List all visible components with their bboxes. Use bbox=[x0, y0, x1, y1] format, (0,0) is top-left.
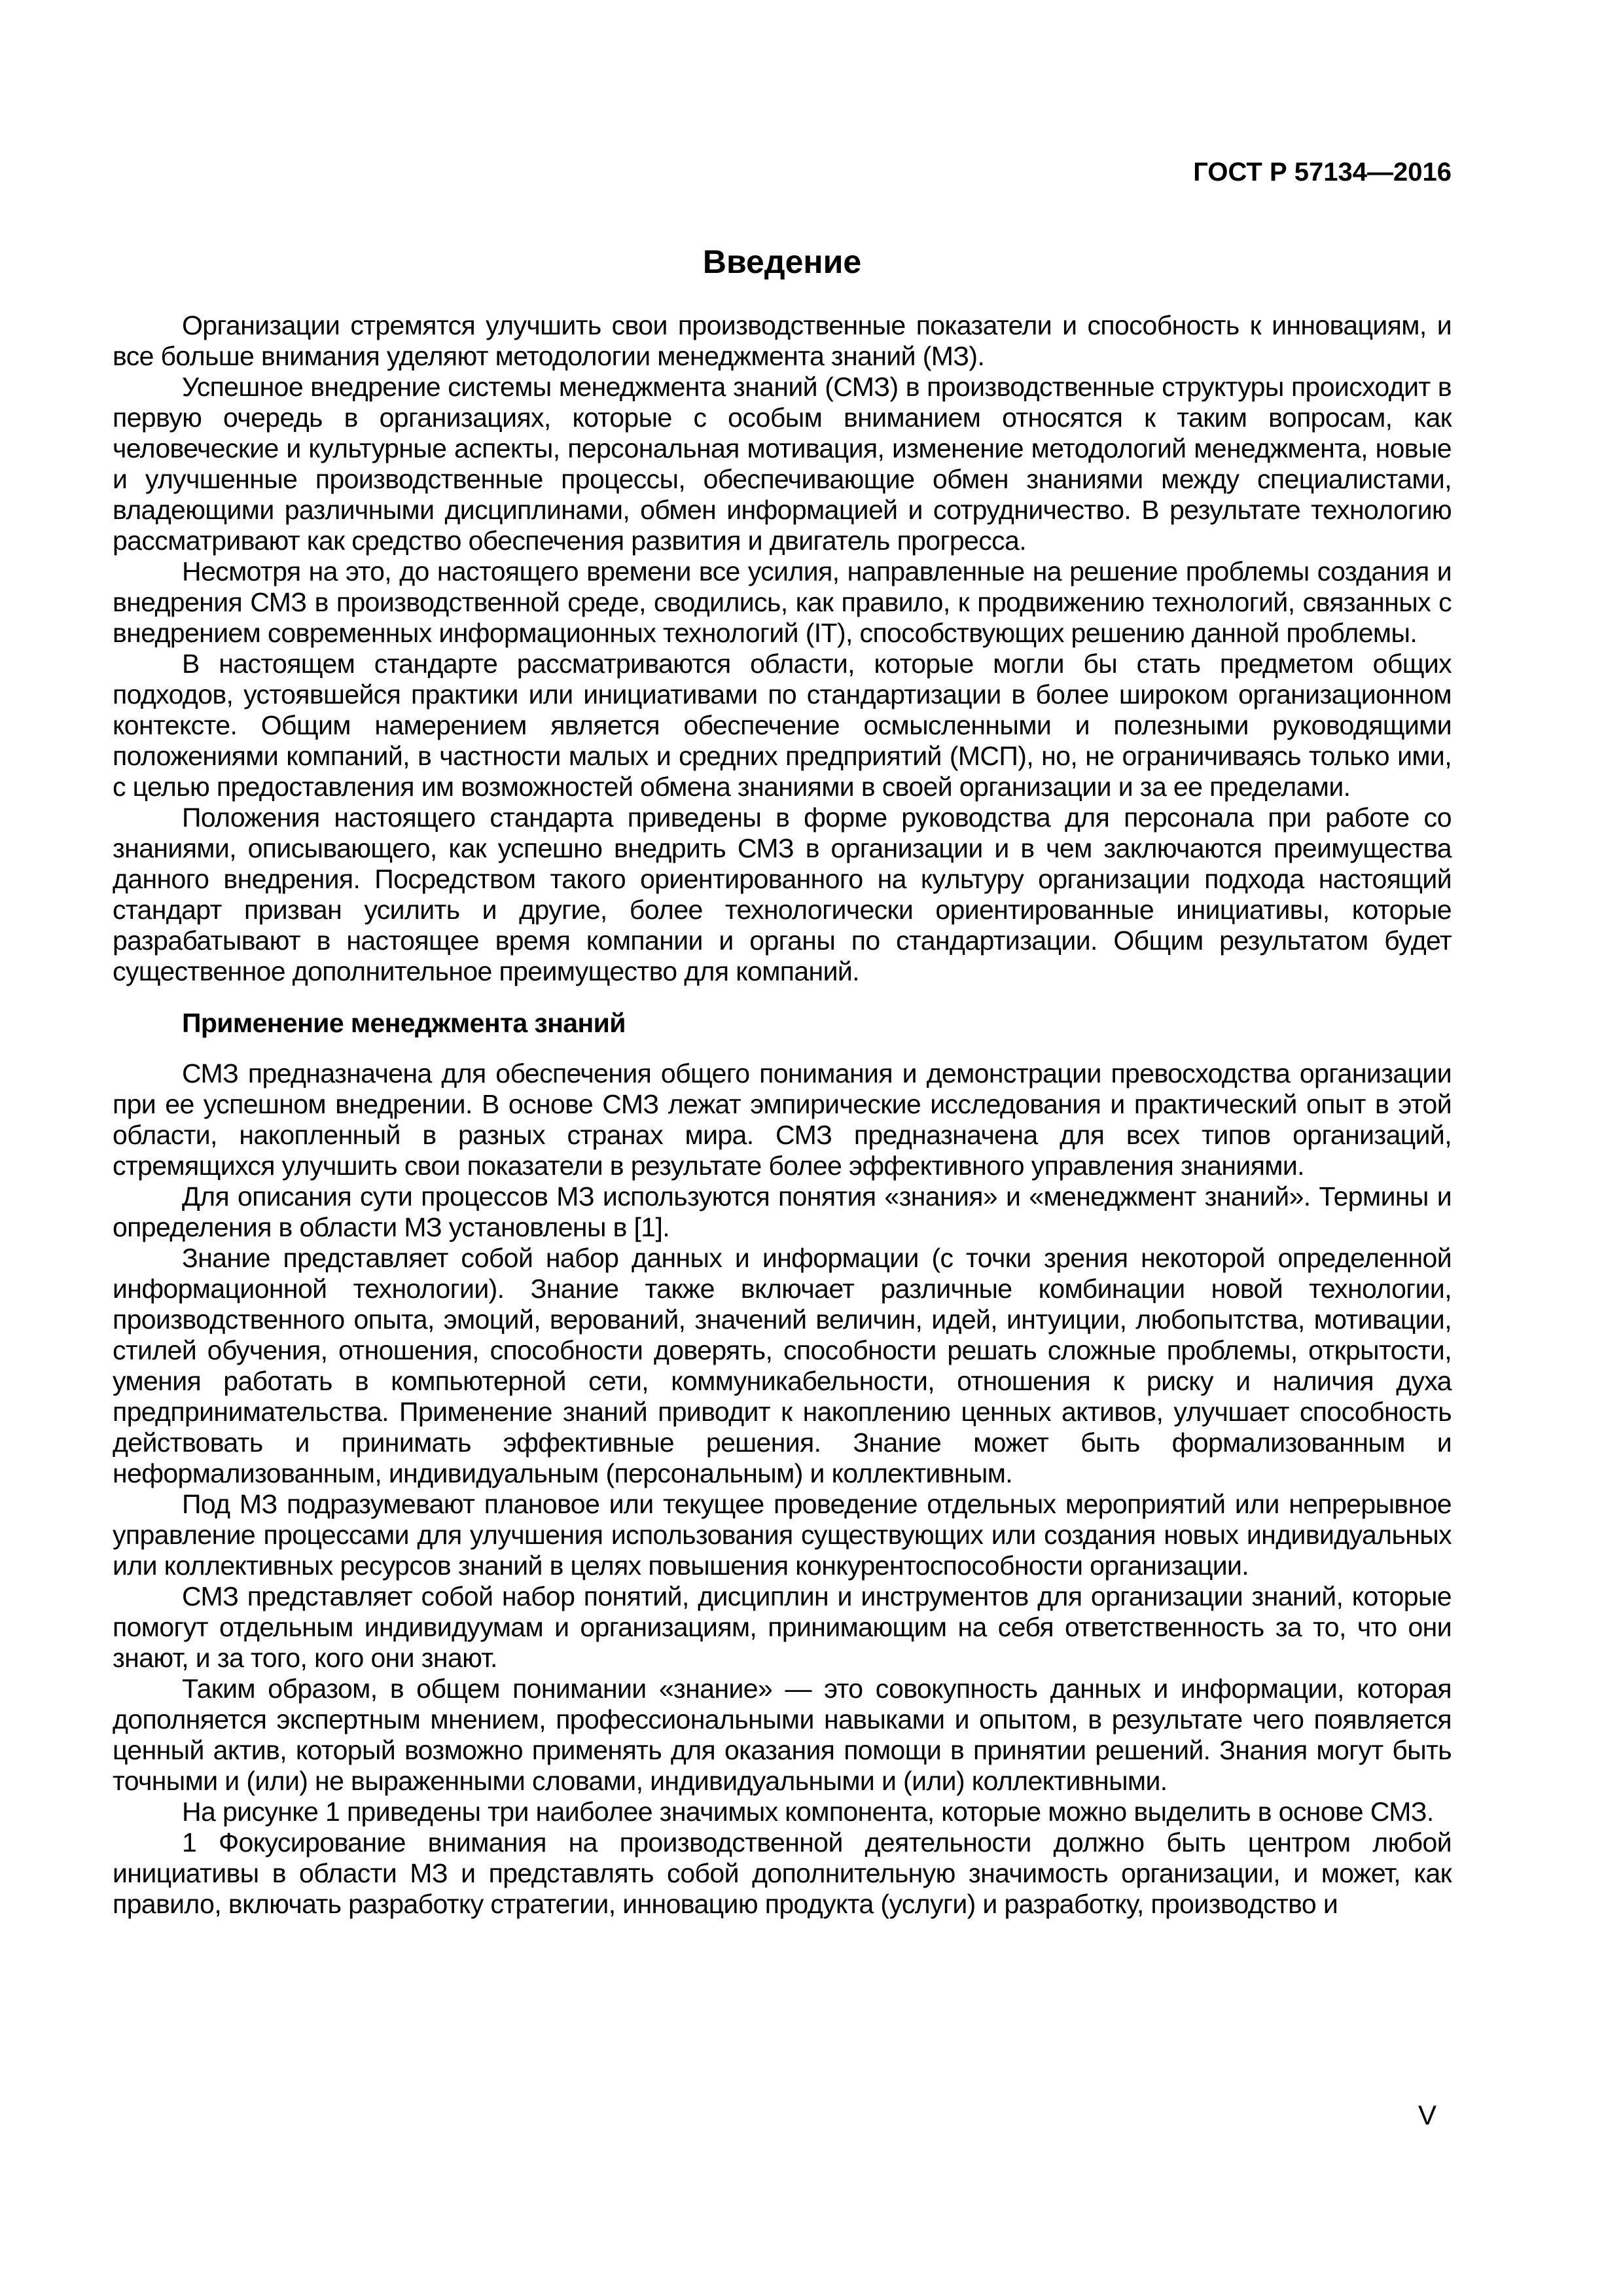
paragraph: Под МЗ подразумевают плановое или текущее проведение отдельных мероприятий или непрерывное управление процессами для улучшения использования существующих или создания новых индивидуальных или коллективных ресурсов знаний в целях повышения конкурентоспособности организации. bbox=[113, 1489, 1452, 1581]
paragraph: Положения настоящего стандарта приведены в форме руководства для персонала при работе со знаниями, описывающего, как успешно внедрить СМЗ в организации и в чем заключаются преимущества данного внедрения. Посредством такого ориентированного на культуру организации подхода настоящий стандарт призван усилить и другие, более технологически ориентированные инициативы, которые разрабатывают в настоящее время компании и органы по стандартизации. Общим результатом будет существенное дополнительное преимущество для компаний. bbox=[113, 802, 1452, 986]
paragraph: СМЗ предназначена для обеспечения общего понимания и демонстрации превосходства организации при ее успешном внедрении. В основе СМЗ лежат эмпирические исследования и практический опыт в этой области, накопленный в разных странах мира. СМЗ предназначена для всех типов организаций, стремящихся улучшить свои показатели в результате более эффективного управления знаниями. bbox=[113, 1058, 1452, 1181]
paragraph: Для описания сути процессов МЗ используются понятия «знания» и «менеджмент знаний». Термины и определения в области МЗ установлены в [1]. bbox=[113, 1181, 1452, 1242]
paragraph: 1 Фокусирование внимания на производственной деятельности должно быть центром любой инициативы в области МЗ и представлять собой дополнительную значимость организации, и может, как правило, включать разработку стратегии, инновацию продукта (услуги) и разработку, производство и bbox=[113, 1827, 1452, 1919]
page-title: Введение bbox=[702, 243, 862, 280]
page-number: V bbox=[1418, 2100, 1436, 2130]
doc-number: ГОСТ Р 57134—2016 bbox=[1193, 158, 1452, 187]
paragraph: Успешное внедрение системы менеджмента знаний (СМЗ) в производственные структуры происходит в первую очередь в организациях, которые с особым вниманием относятся к таким вопросам, как человеческие и культурные аспекты, персональная мотивация, изменение методологий менеджмента, новые и улучшенные производственные процессы, обеспечивающие обмен знаниями между специалистами, владеющими различными дисциплинами, обмен информацией и сотрудничество. В результате технологию рассматривают как средство обеспечения развития и двигатель прогресса. bbox=[113, 372, 1452, 556]
paragraph: В настоящем стандарте рассматриваются области, которые могли бы стать предметом общих подходов, устоявшейся практики или инициативами по стандартизации в более широком организационном контексте. Общим намерением является обеспечение осмысленными и полезными руководящими положениями компаний, в частности малых и средних предприятий (МСП), но, не ограничиваясь только ими, с целью предоставления им возможностей обмена знаниями в своей организации и за ее пределами. bbox=[113, 649, 1452, 802]
section-heading: Применение менеджмента знаний bbox=[182, 1008, 626, 1038]
paragraph: На рисунке 1 приведены три наиболее значимых компонента, которые можно выделить в основе СМЗ. bbox=[182, 1797, 1434, 1827]
paragraph: Таким образом, в общем понимании «знание» — это совокупность данных и информации, которая дополняется экспертным мнением, профессиональными навыками и опытом, в результате чего появляется ценный актив, который возможно применять для оказания помощи в принятии решений. Знания могут быть точными и (или) не выраженными словами, индивидуальными и (или) коллективными. bbox=[113, 1674, 1452, 1796]
paragraph: Знание представляет собой набор данных и информации (с точки зрения некоторой определенной информационной технологии). Знание также включает различные комбинации новой технологии, производственного опыта, эмоций, верований, значений величин, идей, интуиции, любопытства, мотивации, стилей обучения, отношения, способности доверять, способности решать сложные проблемы, открытости, умения работать в компьютерной сети, коммуникабельности, отношения к риску и наличия духа предпринимательства. Применение знаний приводит к накоплению ценных активов, улучшает способность действовать и принимать эффективные решения. Знание может быть формализованным и неформализованным, индивидуальным (персональным) и коллективным. bbox=[113, 1243, 1452, 1488]
paragraph: СМЗ представляет собой набор понятий, дисциплин и инструментов для организации знаний, которые помогут отдельным индивидуумам и организациям, принимающим на себя ответственность за то, что они знают, и за того, кого они знают. bbox=[113, 1581, 1452, 1673]
paragraph: Несмотря на это, до настоящего времени все усилия, направленные на решение проблемы создания и внедрения СМЗ в производственной среде, сводились, как правило, к продвижению технологий, связанных с внедрением современных информационных технологий (IT), способствующих решению данной проблемы. bbox=[113, 556, 1452, 648]
document-body bbox=[113, 310, 1452, 1920]
paragraph: Организации стремятся улучшить свои производственные показатели и способность к инновациям, и все больше внимания уделяют методологии менеджмента знаний (МЗ). bbox=[113, 310, 1452, 371]
